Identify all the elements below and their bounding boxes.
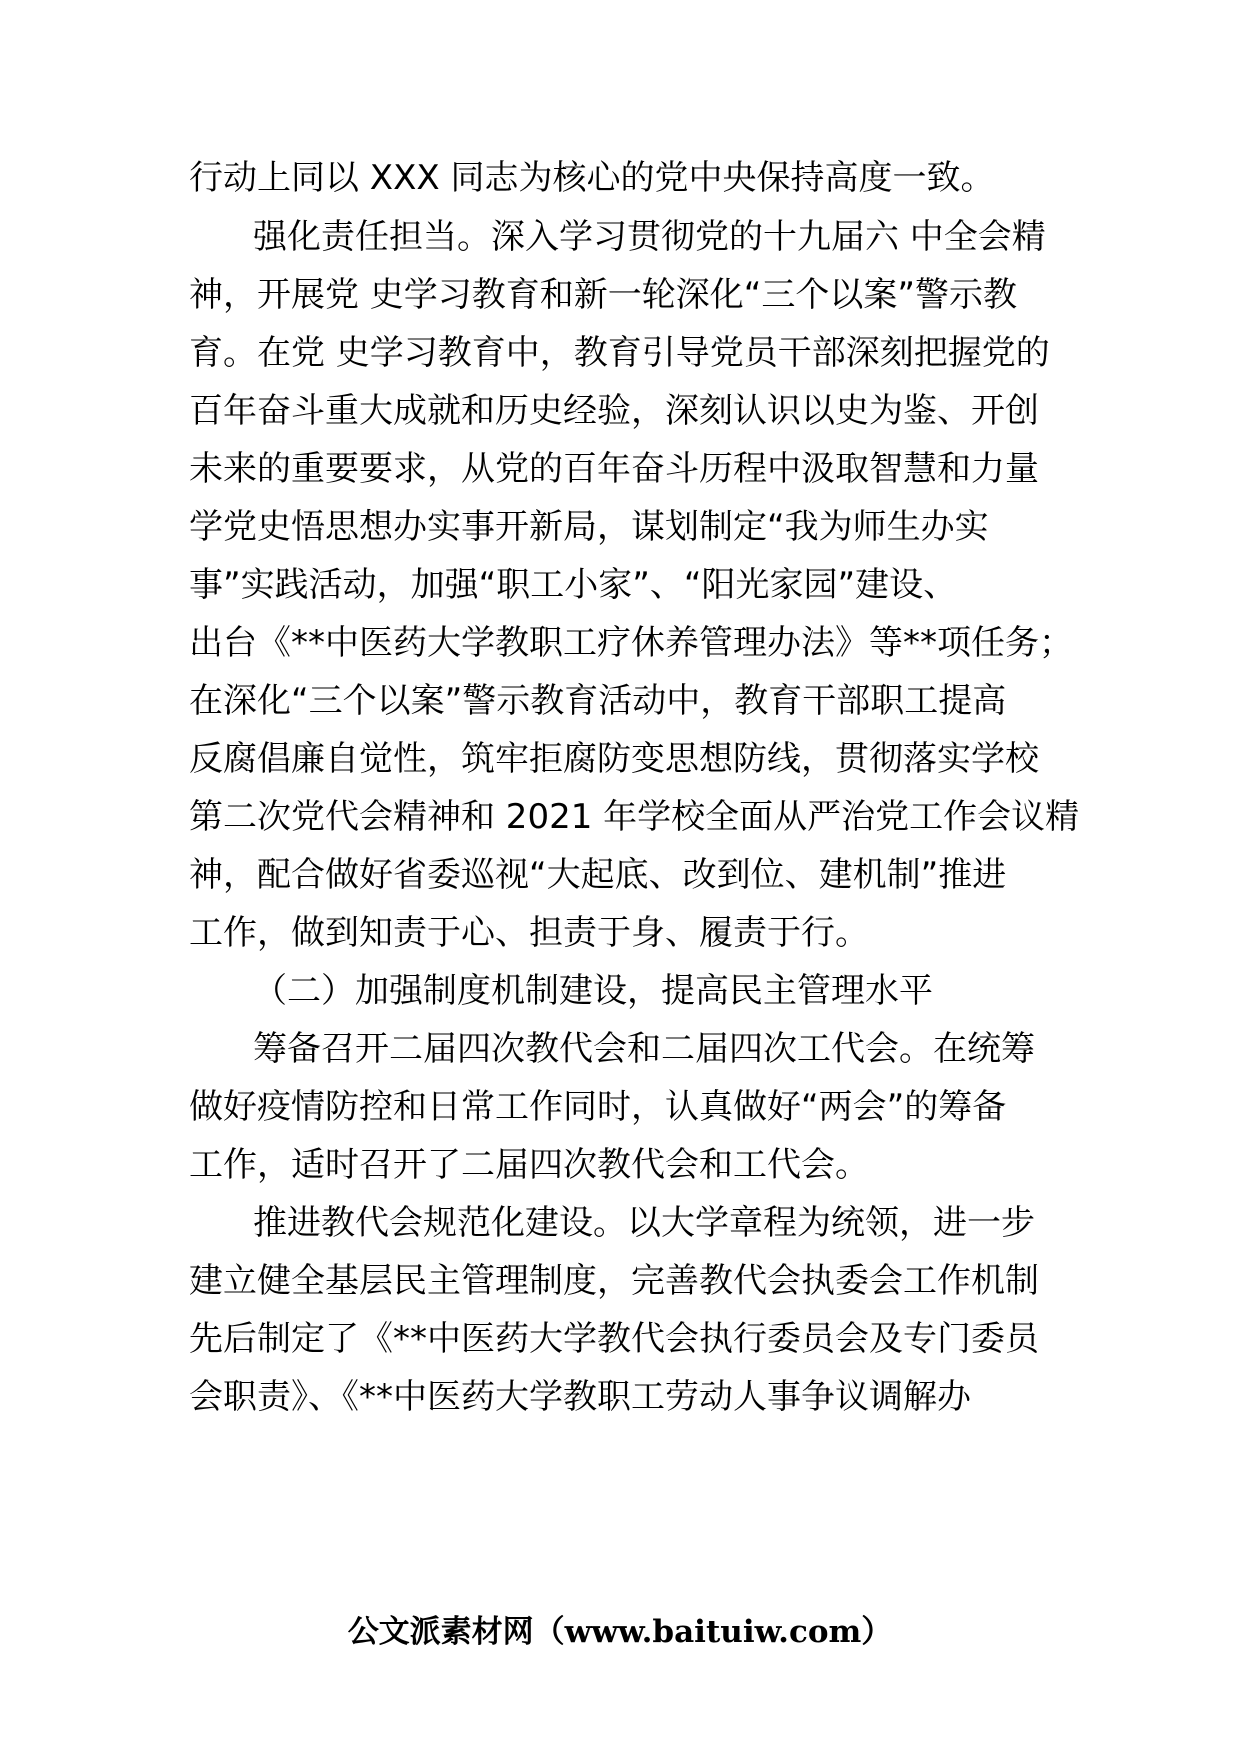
text-line: 育。在党 史学习教育中，教育引导党员干部深刻把握党的 bbox=[189, 333, 1050, 373]
text-line: 神，配合做好省委巡视“大起底、改到位、建机制”推进 bbox=[189, 855, 1007, 895]
text-line: 先后制定了《**中医药大学教代会执行委员会及专门委员 bbox=[189, 1319, 1039, 1359]
text-line: 学党史悟思想办实事开新局，谋划制定“我为师生办实 bbox=[189, 507, 989, 547]
text-line: 出台《**中医药大学教职工疗休养管理办法》等**项任务； bbox=[189, 623, 1073, 663]
text-line: 反腐倡廉自觉性，筑牢拒腐防变思想防线，贯彻落实学校 bbox=[189, 739, 1039, 779]
text-line: 神，开展党 史学习教育和新一轮深化“三个以案”警示教 bbox=[189, 275, 1018, 315]
text-line: 工作，适时召开了二届四次教代会和工代会。 bbox=[189, 1145, 869, 1185]
text-line: 筹备召开二届四次教代会和二届四次工代会。在统筹 bbox=[253, 1029, 1035, 1069]
text-line: 事”实践活动，加强“职工小家”、“阳光家园”建设、 bbox=[189, 565, 958, 605]
text-line: 强化责任担当。深入学习贯彻党的十九届六 中全会精 bbox=[253, 217, 1046, 257]
text-line: 工作，做到知责于心、担责于身、履责于行。 bbox=[189, 913, 869, 953]
text-line: 第二次党代会精神和 2021 年学校全面从严治党工作会议精 bbox=[189, 797, 1080, 837]
text-line: 建立健全基层民主管理制度，完善教代会执委会工作机制 bbox=[189, 1261, 1039, 1301]
text-line: 做好疫情防控和日常工作同时，认真做好“两会”的筹备 bbox=[189, 1087, 1007, 1127]
text-line: 推进教代会规范化建设。以大学章程为统领，进一步 bbox=[253, 1203, 1035, 1243]
text-line: 行动上同以 XXX 同志为核心的党中央保持高度一致。 bbox=[189, 158, 995, 198]
footer-watermark-text: 公文派素材网（www.baituiw.com） bbox=[347, 1614, 893, 1650]
section-heading: （二）加强制度机制建设，提高民主管理水平 bbox=[253, 971, 933, 1011]
text-line: 百年奋斗重大成就和历史经验，深刻认识以史为鉴、开创 bbox=[189, 391, 1039, 431]
text-line: 在深化“三个以案”警示教育活动中，教育干部职工提高 bbox=[189, 681, 1007, 721]
text-line: 会职责》、《**中医药大学教职工劳动人事争议调解办 bbox=[189, 1377, 971, 1417]
text-line: 未来的重要要求，从党的百年奋斗历程中汲取智慧和力量 bbox=[189, 449, 1039, 489]
